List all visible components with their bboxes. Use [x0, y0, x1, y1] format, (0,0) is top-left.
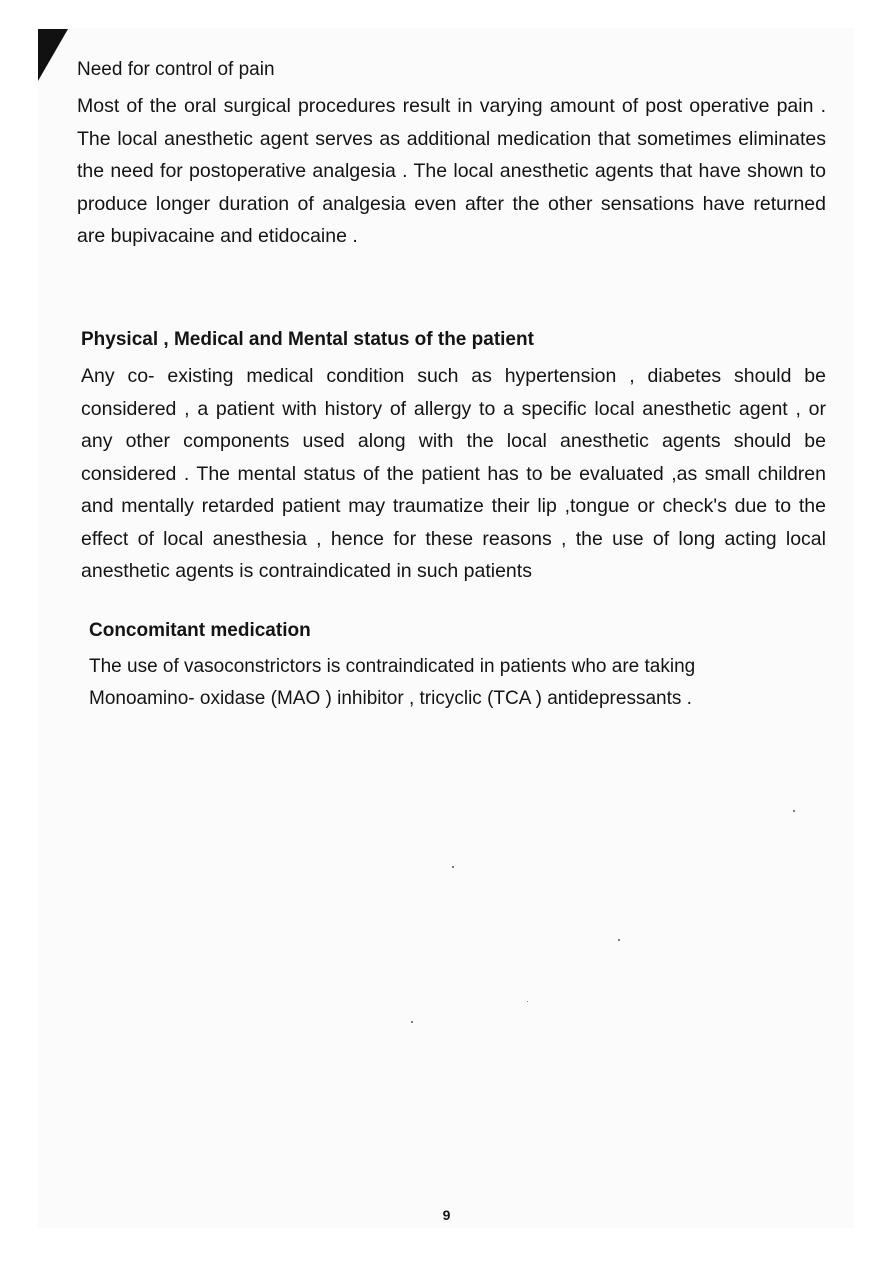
section-concomitant-medication	[89, 619, 809, 715]
scan-speck	[452, 866, 454, 868]
section-body-line: The use of vasoconstrictors is contraindicated in patients who are taking	[89, 656, 696, 677]
scan-speck	[527, 1001, 528, 1002]
page-number: 9	[442, 1207, 451, 1223]
section-body: Any co- existing medical condition such as hypertension , diabetes should be considered , a patient with history of allergy to a specific local anesthetic agent , or any other components used along with the local anesthetic agents should be considered . The mental status of the patient has to be evaluated ,as small children and mentally retarded patient may traumatize their lip ,tongue or check's due to the effect of local anesthesia , hence for these reasons , the use of long acting local anesthetic agents is contraindicated in such patients	[81, 365, 826, 582]
section-patient-status	[81, 328, 826, 588]
scan-corner-mark	[38, 29, 68, 81]
section-heading: Physical , Medical and Mental status of the patient	[81, 329, 534, 350]
section-pain-control	[77, 58, 826, 253]
section-heading: Need for control of pain	[77, 59, 275, 80]
section-body-line: Monoamino- oxidase (MAO ) inhibitor , tricyclic (TCA ) antidepressants .	[89, 688, 692, 709]
scan-speck	[618, 939, 620, 941]
scan-speck	[793, 810, 795, 812]
section-heading: Concomitant medication	[89, 620, 311, 641]
section-body: Most of the oral surgical procedures result in varying amount of post operative pain . The local anesthetic agent serves as additional medication that sometimes eliminates the need for postoperative analgesia . The local anesthetic agents that have shown to produce longer duration of analgesia even after the other sensations have returned are bupivacaine and etidocaine .	[77, 95, 826, 247]
scan-speck	[411, 1021, 413, 1023]
